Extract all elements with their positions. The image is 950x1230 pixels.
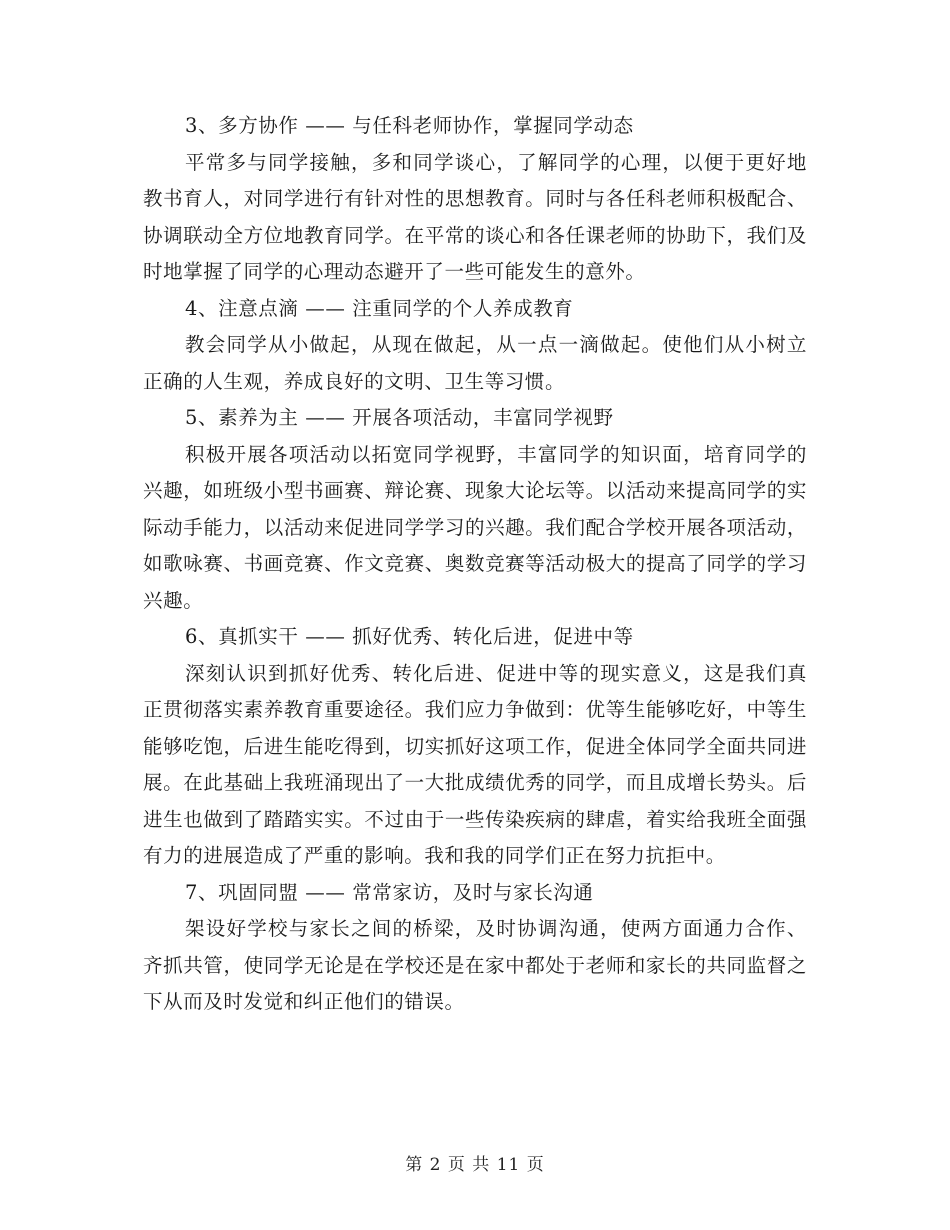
section-paragraph: 深刻认识到抓好优秀、转化后进、促进中等的现实意义，这是我们真正贯彻落实素养教育重要途径。我们应力争做到：优等生能够吃好，中等生能够吃饱，后进生能吃得到，切实抓好这项工作，促进全体同学全面共同进展。在此基础上我班涌现出了一大批成绩优秀的同学，而且成增长势头。后进生也做到了踏踏实实。不过由于一些传染疾病的肆虐，着实给我班全面强有力的进展造成了严重的影响。我和我的同学们正在努力抗拒中。 [143, 661, 807, 867]
section-heading: 7、巩固同盟 —— 常常家访，及时与家长沟通 [185, 880, 594, 904]
page-number-footer: 第 2 页 共 11 页 [405, 1155, 545, 1175]
document-body [143, 108, 807, 1021]
section-heading: 5、素养为主 —— 开展各项活动，丰富同学视野 [185, 406, 614, 429]
section-heading: 6、真抓实干 —— 抓好优秀、转化后进，促进中等 [185, 625, 634, 648]
section-paragraph: 平常多与同学接触，多和同学谈心，了解同学的心理，以便于更好地教书育人，对同学进行有针对性的思想教育。同时与各任科老师积极配合、协调联动全方位地教育同学。在平常的谈心和各任课老师的协助下，我们及时地掌握了同学的心理动态避开了一些可能发生的意外。 [143, 150, 807, 283]
section-heading: 3、多方协作 —— 与任科老师协作，掌握同学动态 [185, 114, 634, 137]
section-heading: 4、注意点滴 —— 注重同学的个人养成教育 [185, 296, 574, 320]
section-paragraph: 积极开展各项活动以拓宽同学视野，丰富同学的知识面，培育同学的兴趣，如班级小型书画赛、辩论赛、现象大论坛等。以活动来提高同学的实际动手能力，以活动来促进同学学习的兴趣。我们配合学校开展各项活动，如歌咏赛、书画竞赛、作文竞赛、奥数竞赛等活动极大的提高了同学的学习兴趣。 [143, 442, 807, 612]
section-paragraph: 教会同学从小做起，从现在做起，从一点一滴做起。使他们从小树立正确的人生观，养成良好的文明、卫生等习惯。 [143, 333, 807, 393]
section-paragraph: 架设好学校与家长之间的桥梁，及时协调沟通，使两方面通力合作、齐抓共管，使同学无论是在学校还是在家中都处于老师和家长的共同监督之下从而及时发觉和纠正他们的错误。 [143, 917, 807, 1013]
